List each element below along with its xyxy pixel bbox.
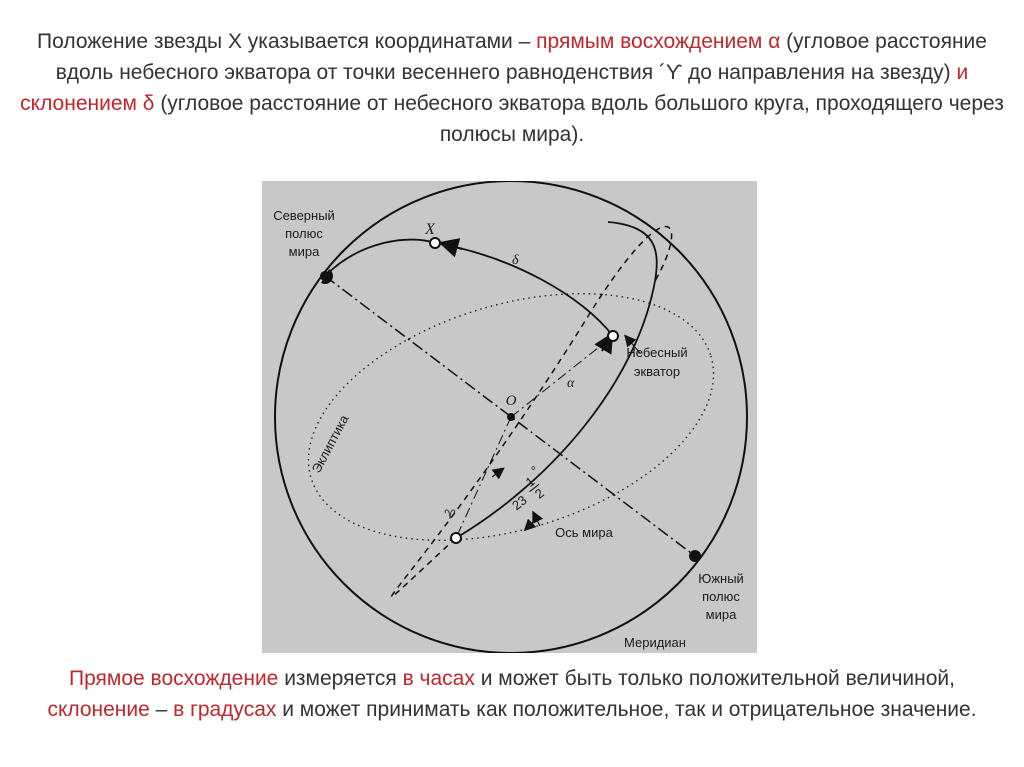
- axis-pointer-arrow: [535, 516, 540, 526]
- star-x-label: X: [425, 221, 435, 238]
- north-pole-label-1: Северный: [273, 208, 335, 223]
- alpha-arrow: [602, 341, 608, 351]
- degrees-term: в градусах: [173, 698, 277, 721]
- header-text-3: (угловое расстояние от небесного экватора вдоль большого круга, проходящего через полюсы мира).: [154, 92, 1004, 146]
- angle-value: 23: [509, 492, 530, 514]
- angle-numerator: 1: [522, 473, 538, 490]
- equator-upper-segment: [608, 222, 657, 281]
- footer-right-ascension-term: Прямое восхождение: [69, 667, 279, 690]
- celestial-equator-label-2: экватор: [633, 364, 681, 379]
- south-pole-dot: [689, 550, 701, 562]
- north-pole-dot: [320, 271, 330, 281]
- angle-pointer-arrow-1: [492, 471, 500, 477]
- header-paragraph: [20, 26, 1004, 150]
- header-text-2: (угловое расстояние вдоль небесного экватора от точки весеннего равноденствия ´ϒ до направления на звезду): [55, 30, 987, 84]
- aries-point: [451, 533, 461, 543]
- right-ascension-line: [511, 336, 613, 417]
- hours-term: в часах: [402, 667, 475, 690]
- equator-back-half: [391, 227, 671, 597]
- header-text-1: Положение звезды X указывается координатами –: [37, 30, 537, 53]
- footer-paragraph: [20, 663, 1004, 725]
- center-point: [507, 413, 515, 421]
- declination-term: и склонением δ: [20, 61, 969, 115]
- star-x-point: [430, 238, 440, 248]
- footer-declination-term: склонение: [47, 698, 150, 721]
- south-pole-label-3: мира: [705, 607, 737, 622]
- footer-text-1: измеряется: [278, 667, 403, 690]
- south-pole-label-2: полюс: [702, 589, 740, 604]
- equator-front-half: [456, 281, 655, 538]
- angle-degree-sign: °: [528, 462, 542, 478]
- aries-symbol: ♈: [444, 507, 456, 522]
- alpha-label: α: [567, 376, 575, 391]
- footer-text-3: –: [149, 698, 174, 721]
- center-o-label: O: [505, 393, 517, 409]
- south-pole-label-1: Южный: [698, 571, 744, 586]
- angle-denominator: 2: [531, 485, 547, 502]
- world-axis-label: Ось мира: [555, 525, 613, 540]
- footer-text-2: и может быть только положительной величиной,: [474, 667, 955, 690]
- ecliptic-label: Эклиптика: [308, 412, 352, 476]
- footer-text-4: и может принимать как положительное, так и отрицательное значение.: [276, 698, 977, 721]
- celestial-sphere-figure: [262, 181, 757, 653]
- north-pole-label-3: мира: [288, 244, 320, 259]
- angle-pointer-arrow-2: [528, 521, 534, 527]
- equator-star-point: [608, 331, 618, 341]
- delta-label: δ: [512, 253, 519, 268]
- celestial-equator-label-1: Небесный: [626, 345, 688, 360]
- meridian-label: Меридиан: [624, 635, 686, 650]
- meridian-arc: [325, 240, 613, 336]
- celestial-sphere-diagram: [262, 181, 757, 653]
- right-ascension-term: прямым восхождением α: [536, 30, 781, 53]
- north-pole-label-2: полюс: [285, 226, 323, 241]
- angle-annotation: [499, 463, 554, 517]
- delta-arrow: [448, 245, 462, 249]
